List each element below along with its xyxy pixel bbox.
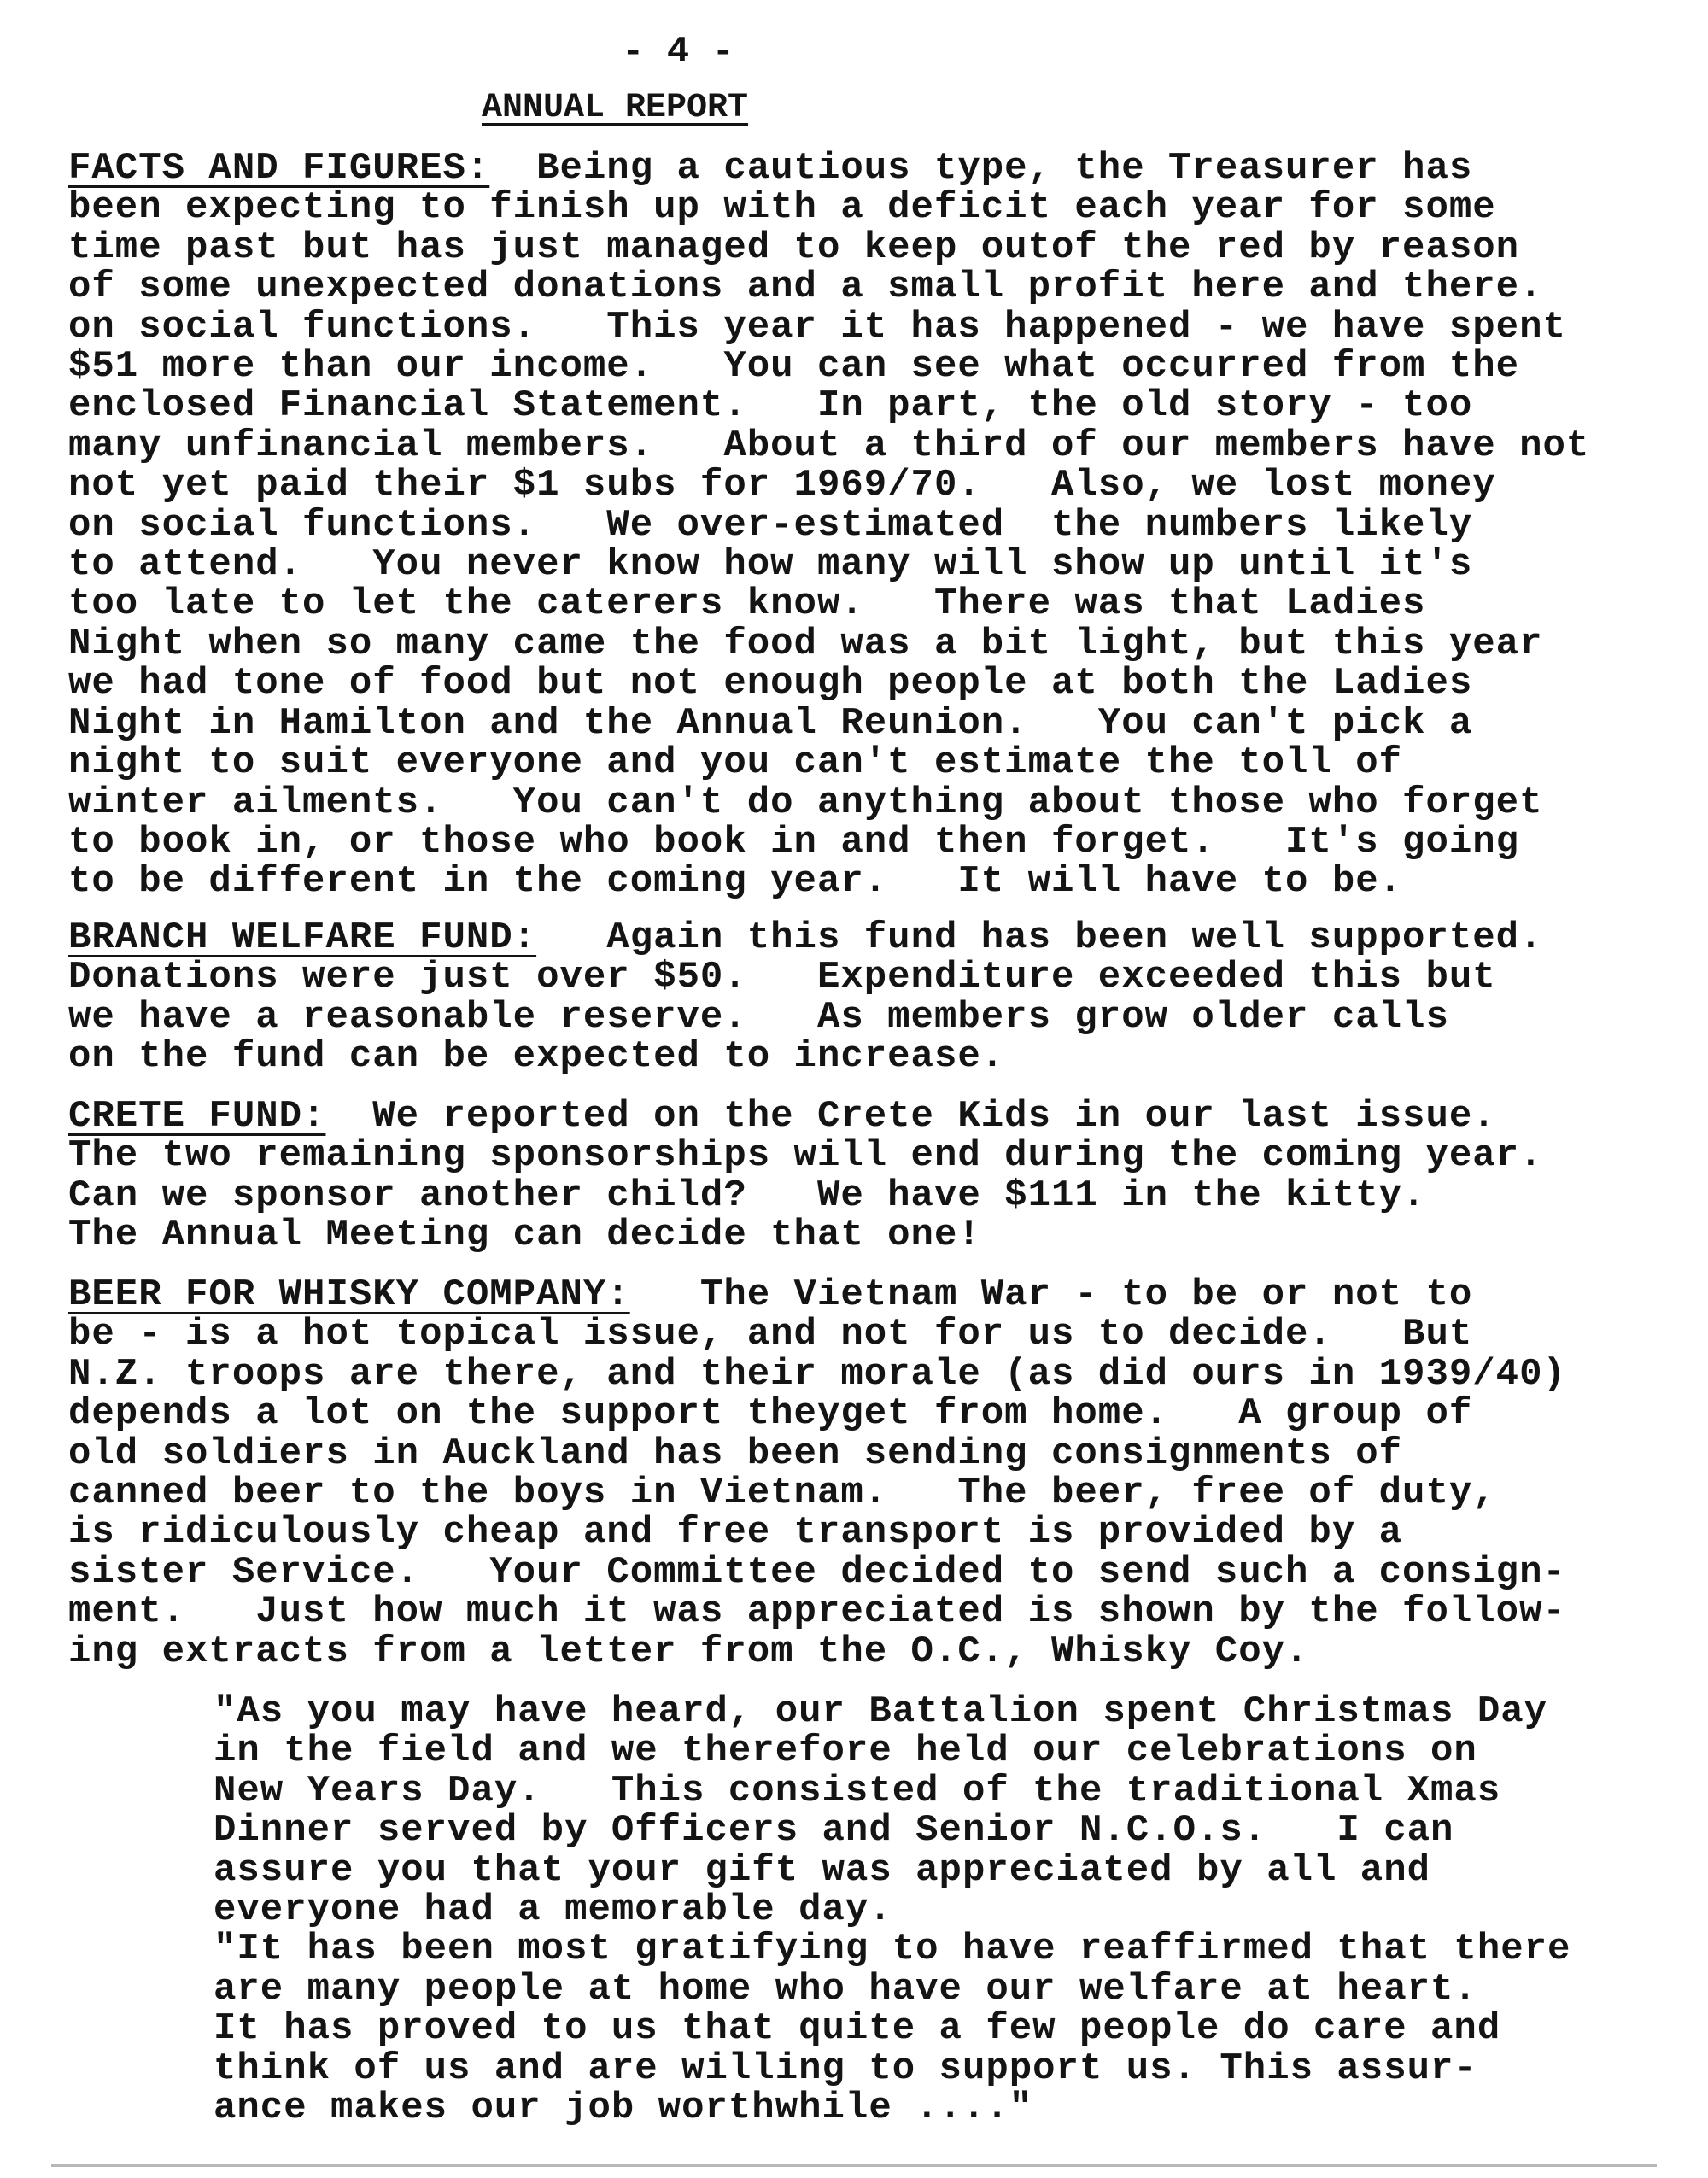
quote-line: New Years Day. This consisted of the traditional Xmas bbox=[214, 1769, 1501, 1812]
paragraph-line: Night in Hamilton and the Annual Reunion. You can't pick a bbox=[68, 701, 1473, 745]
quote-line: everyone had a memorable day. bbox=[214, 1888, 892, 1932]
section-beer-for-whisky-company bbox=[68, 1275, 1566, 1672]
paragraph-line: The Annual Meeting can decide that one! bbox=[68, 1214, 981, 1257]
paragraph-line: time past but has just managed to keep outof the red by reason bbox=[68, 225, 1520, 269]
section-crete-fund bbox=[68, 1097, 1542, 1256]
quote-line: assure you that your gift was appreciated by all and bbox=[214, 1848, 1431, 1892]
paragraph-line: Can we sponsor another child? We have $111 in the kitty. bbox=[68, 1174, 1426, 1217]
paragraph-line: $51 more than our income. You can see what occurred from the bbox=[68, 345, 1520, 389]
paragraph-line bbox=[68, 1097, 1542, 1136]
section-facts-and-figures bbox=[68, 149, 1589, 902]
letter-quote bbox=[214, 1692, 1571, 2128]
paragraph-line: night to suit everyone and you can't estimate the toll of bbox=[68, 741, 1403, 785]
paragraph-line: to attend. You never know how many will show up until it's bbox=[68, 543, 1473, 587]
quote-line: Dinner served by Officers and Senior N.C.O.s. I can bbox=[214, 1809, 1454, 1853]
paragraph-line bbox=[68, 149, 1589, 188]
paragraph-line: many unfinancial members. About a third of our members have not bbox=[68, 424, 1590, 467]
paragraph-line: too late to let the caterers know. There was that Ladies bbox=[68, 583, 1426, 626]
paragraph-line: to book in, or those who book in and then forget. It's going bbox=[68, 820, 1520, 864]
paragraph-line: on the fund can be expected to increase. bbox=[68, 1035, 1005, 1079]
section-heading: BRANCH WELFARE FUND: bbox=[68, 916, 537, 959]
line-text: Being a cautious type, the Treasurer has bbox=[489, 147, 1473, 190]
paragraph-line: be - is a hot topical issue, and not for us to decide. But bbox=[68, 1313, 1473, 1356]
page-number: - 4 - bbox=[622, 31, 735, 73]
paragraph-line: depends a lot on the support theyget from home. A group of bbox=[68, 1392, 1473, 1436]
paragraph-line: Donations were just over $50. Expenditure exceeded this but bbox=[68, 956, 1496, 999]
quote-line: "As you may have heard, our Battalion spent Christmas Day bbox=[214, 1690, 1548, 1733]
section-branch-welfare-fund bbox=[68, 918, 1542, 1077]
paragraph-line: canned beer to the boys in Vietnam. The beer, free of duty, bbox=[68, 1472, 1496, 1515]
paragraph-line: on social functions. This year it has happened - we have spent bbox=[68, 305, 1566, 348]
section-heading: CRETE FUND: bbox=[68, 1095, 326, 1138]
paragraph-line bbox=[68, 1275, 1566, 1314]
quote-line: ance makes our job worthwhile ...." bbox=[214, 2087, 1033, 2130]
paragraph-line: old soldiers in Auckland has been sending consignments of bbox=[68, 1432, 1403, 1475]
line-text: The Vietnam War - to be or not to bbox=[629, 1273, 1473, 1316]
paragraph-line: ment. Just how much it was appreciated is shown by the follow- bbox=[68, 1590, 1566, 1634]
quote-line: It has proved to us that quite a few people do care and bbox=[214, 2007, 1501, 2051]
paragraph-line: enclosed Financial Statement. In part, the old story - too bbox=[68, 384, 1473, 428]
paragraph-line: we had tone of food but not enough people at both the Ladies bbox=[68, 662, 1473, 706]
paragraph-line: N.Z. troops are there, and their morale (as did ours in 1939/40) bbox=[68, 1352, 1566, 1396]
section-heading: BEER FOR WHISKY COMPANY: bbox=[68, 1273, 630, 1316]
paragraph-line: winter ailments. You can't do anything about those who forget bbox=[68, 781, 1543, 824]
paragraph-line: sister Service. Your Committee decided to send such a consign- bbox=[68, 1550, 1566, 1594]
report-title: ANNUAL REPORT bbox=[482, 89, 749, 127]
paragraph-line: to be different in the coming year. It will have to be. bbox=[68, 860, 1403, 904]
paragraph-line: ing extracts from a letter from the O.C., Whisky Coy. bbox=[68, 1630, 1309, 1673]
line-text: Again this fund has been well supported. bbox=[536, 916, 1543, 959]
quote-line: in the field and we therefore held our celebrations on bbox=[214, 1730, 1477, 1773]
page-bottom-edge bbox=[51, 2164, 1657, 2167]
line-text: We reported on the Crete Kids in our last issue. bbox=[325, 1095, 1496, 1138]
section-heading: FACTS AND FIGURES: bbox=[68, 147, 490, 190]
paragraph-line: we have a reasonable reserve. As members grow older calls bbox=[68, 995, 1449, 1039]
paragraph-line: not yet paid their $1 subs for 1969/70. Also, we lost money bbox=[68, 464, 1496, 507]
paragraph-line: The two remaining sponsorships will end during the coming year. bbox=[68, 1134, 1543, 1178]
paragraph-line: been expecting to finish up with a deficit each year for some bbox=[68, 186, 1496, 230]
quote-line: are many people at home who have our welfare at heart. bbox=[214, 1967, 1477, 2011]
quote-line: think of us and are willing to support us. This assur- bbox=[214, 2046, 1477, 2090]
paragraph-line: on social functions. We over-estimated the numbers likely bbox=[68, 503, 1473, 547]
paragraph-line: is ridiculously cheap and free transport is provided by a bbox=[68, 1511, 1403, 1554]
paragraph-line: Night when so many came the food was a bit light, but this year bbox=[68, 622, 1543, 665]
paragraph-line bbox=[68, 918, 1542, 957]
quote-line: "It has been most gratifying to have reaffirmed that there bbox=[214, 1928, 1571, 1971]
paragraph-line: of some unexpected donations and a small profit here and there. bbox=[68, 266, 1543, 309]
